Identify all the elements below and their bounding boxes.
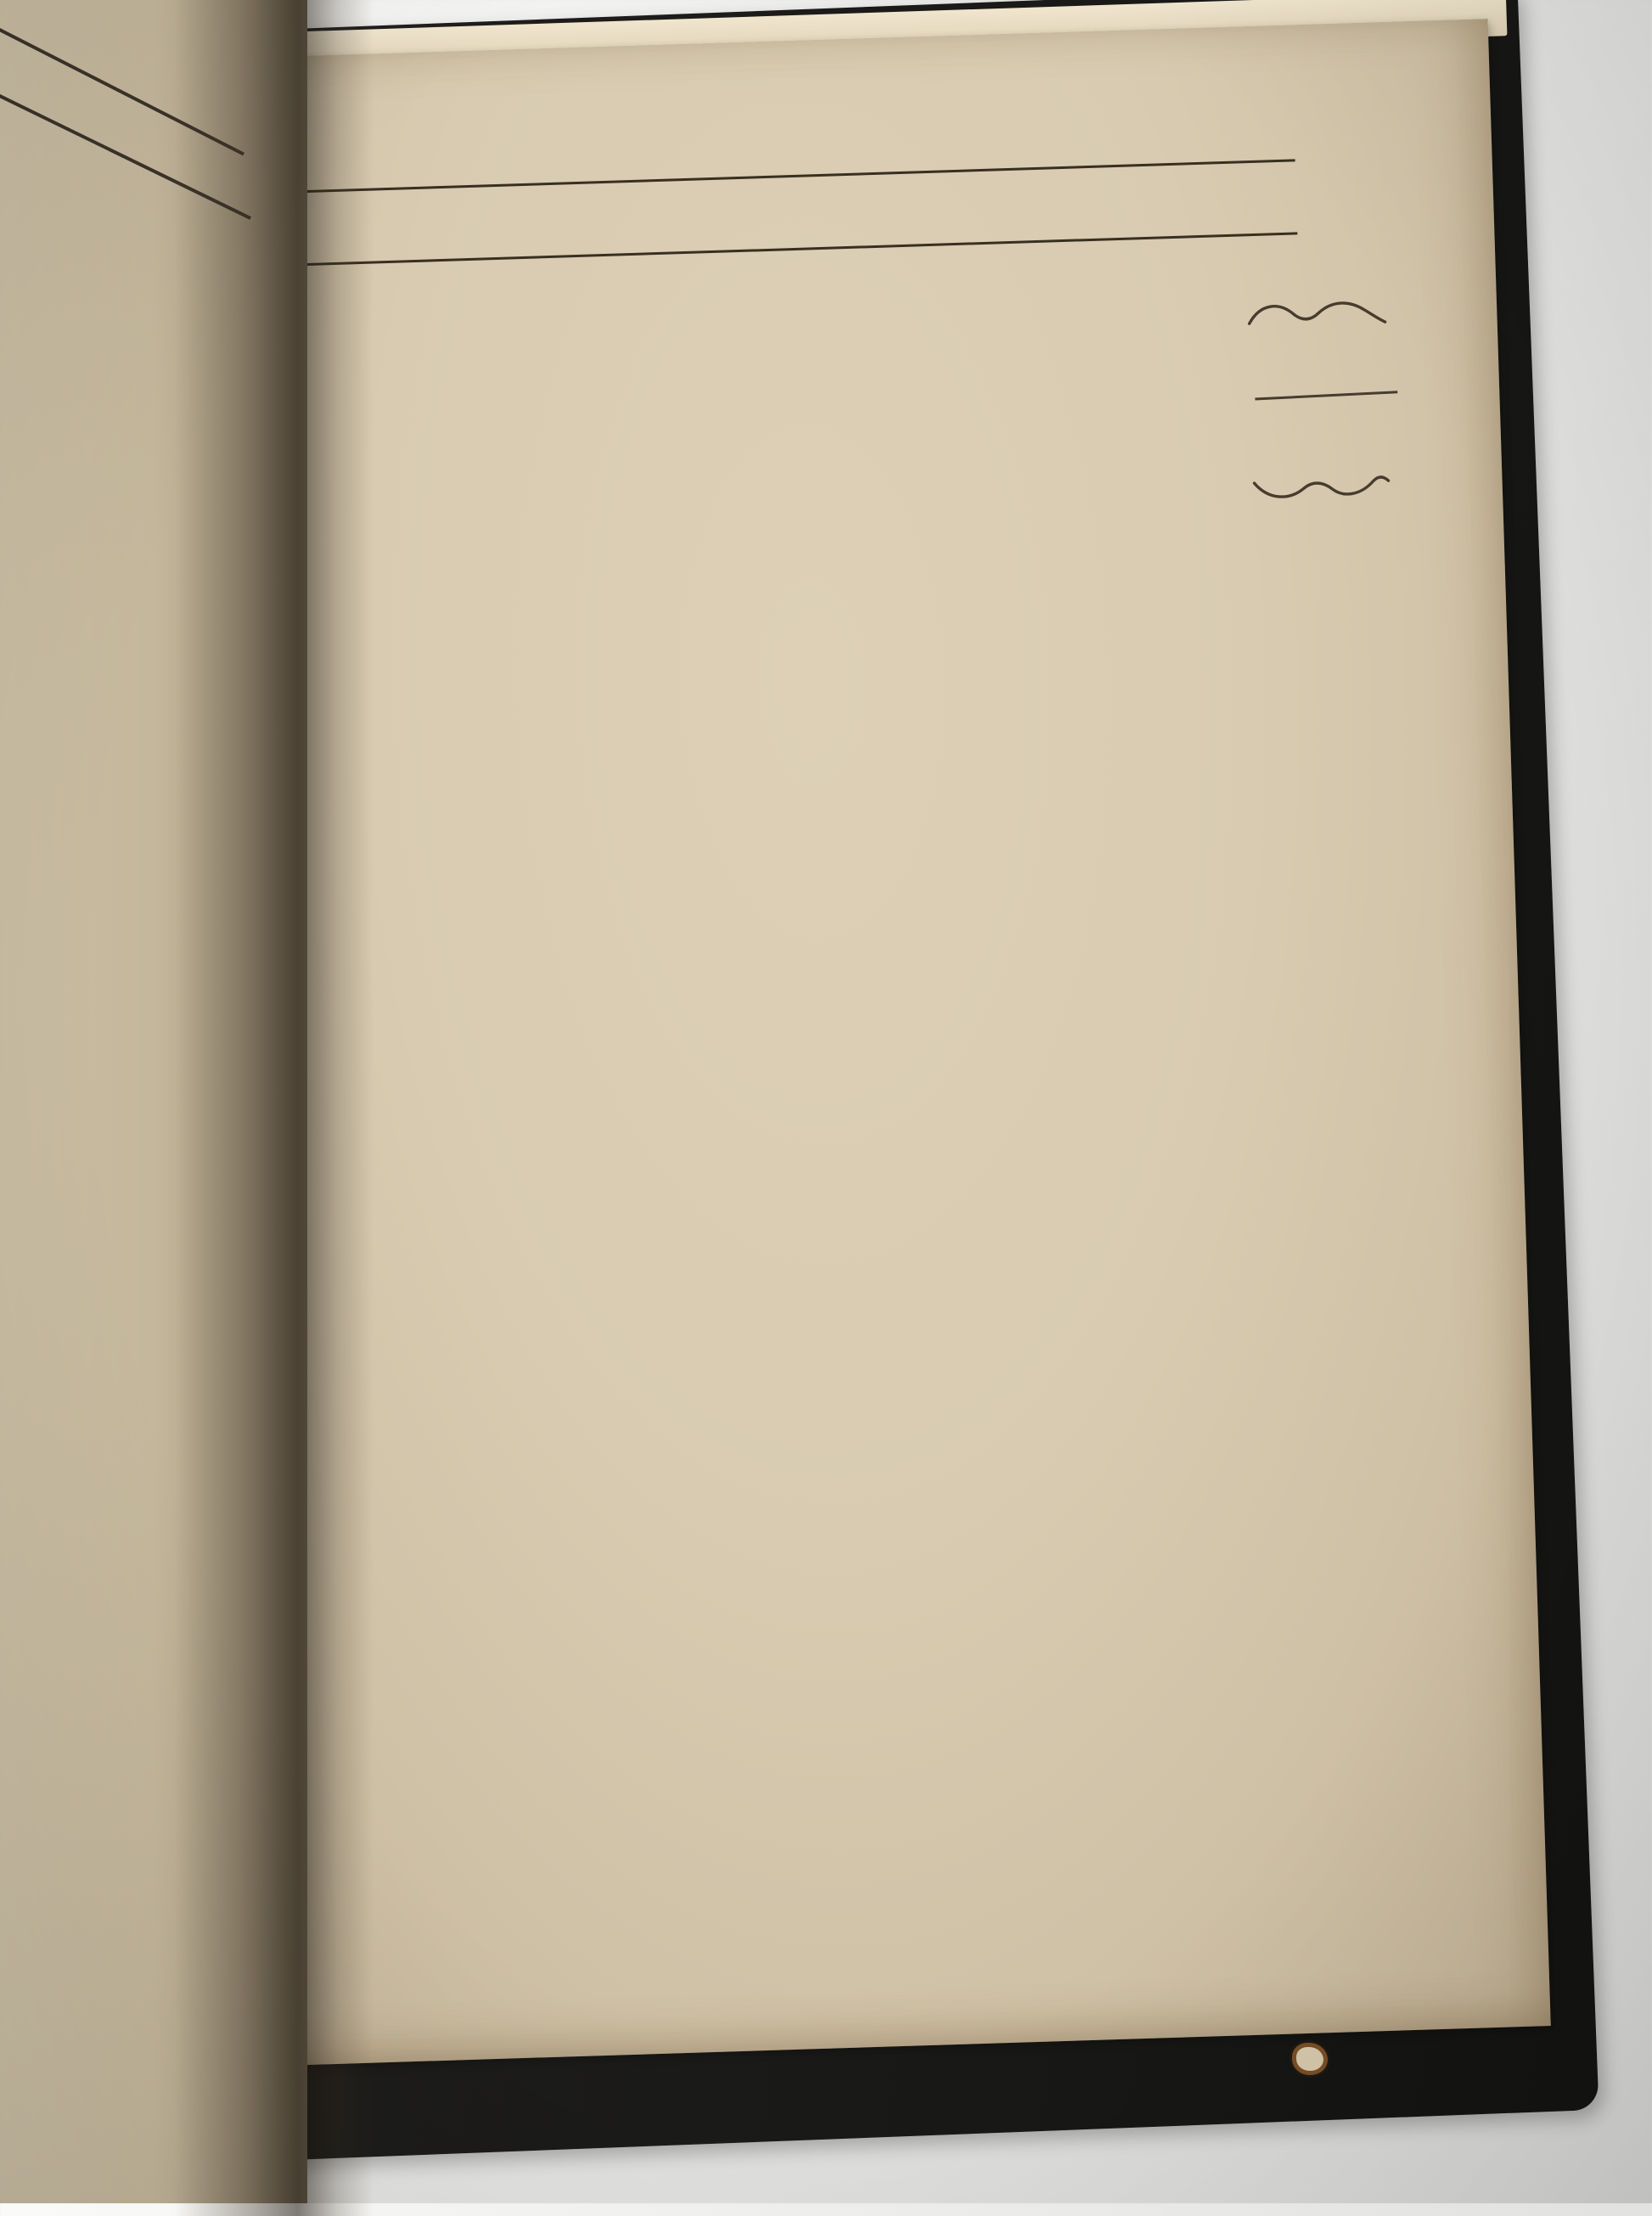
left-page [0,0,307,2203]
margin-note-bessarion [1291,1541,1436,1545]
margin-note-luther [1295,1673,1440,1677]
header-rule-top [292,159,1295,193]
brace-ornament-bottom [1249,470,1396,505]
show-through-text [1284,1923,1446,1928]
left-page-rule [0,25,244,155]
header-rule-bottom [289,232,1298,266]
brace-ornament-top [1244,295,1391,330]
margin-note-eneas [1286,1392,1430,1397]
margin-rule [1255,391,1397,400]
right-page [223,19,1551,2066]
body-text [279,240,1243,271]
margin-note-rulers [1254,410,1407,415]
wormhole-stain [1292,2043,1328,2075]
left-page-rule [0,92,251,220]
